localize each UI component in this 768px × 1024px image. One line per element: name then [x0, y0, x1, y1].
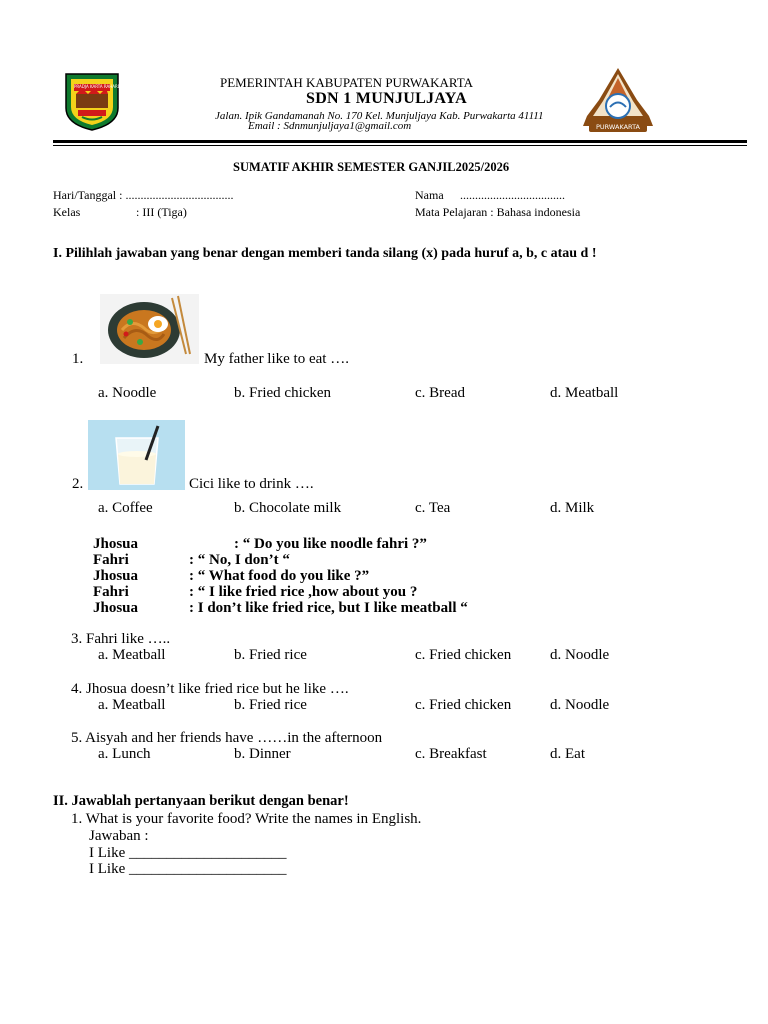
dialog-speaker: Jhosua [93, 568, 139, 584]
answer-label: Jawaban : [89, 828, 149, 844]
q2-text: Cici like to drink …. [189, 476, 314, 492]
dialog-line: : “ What food do you like ?” [189, 568, 370, 584]
header-rule-thick [53, 140, 747, 143]
q2-option-a: a. Coffee [98, 500, 153, 516]
name-label: Nama [415, 188, 444, 202]
header-rule-thin [53, 145, 747, 146]
q2-option-d: d. Milk [550, 500, 595, 516]
answer-line[interactable]: I Like _____________________ [89, 861, 287, 877]
regency-logo [62, 70, 125, 132]
q4-option-d: d. Noodle [550, 697, 610, 713]
dialog-speaker: Jhosua [93, 536, 139, 552]
q2-option-c: c. Tea [415, 500, 451, 516]
q1-number: 1. [72, 351, 84, 367]
school-logo-text: PURWAKARTA [596, 123, 640, 131]
q3-option-a: a. Meatball [98, 647, 166, 663]
dialog-line: : “ No, I don’t “ [189, 552, 290, 568]
class-label: Kelas [53, 205, 81, 219]
q1-option-d: d. Meatball [550, 385, 619, 401]
school-address: Jalan. Ipik Gandamanah No. 170 Kel. Munjuljaya Kab. Purwakarta 41111 [215, 110, 544, 122]
q1-option-c: c. Bread [415, 385, 465, 401]
q5-option-c: c. Breakfast [415, 746, 487, 762]
dialog-line: : I don’t like fried rice, but I like meatball “ [189, 600, 468, 616]
q2-number: 2. [72, 476, 84, 492]
dialog-line: : “ I like fried rice ,how about you ? [189, 584, 418, 600]
q3-text: 3. Fahri like ….. [71, 631, 171, 647]
q4-option-a: a. Meatball [98, 697, 166, 713]
dialog-line: : “ Do you like noodle fahri ?” [234, 536, 427, 552]
section1-instruction: I. Pilihlah jawaban yang benar dengan memberi tanda silang (x) pada huruf a, b, c atau d ! [53, 246, 597, 261]
school-email: Email : Sdnmunjuljaya1@gmail.com [248, 120, 412, 132]
school-logo [579, 66, 657, 138]
section2-instruction: II. Jawablah pertanyaan berikut dengan benar! [53, 793, 349, 809]
q5-option-d: d. Eat [550, 746, 585, 762]
q3-option-c: c. Fried chicken [415, 647, 512, 663]
q1-option-b: b. Fried chicken [234, 385, 332, 401]
q1-text: My father like to eat …. [204, 351, 349, 367]
answer-line[interactable]: I Like _____________________ [89, 845, 287, 861]
class-value: : III (Tiga) [136, 205, 187, 219]
dialog-speaker: Jhosua [93, 600, 139, 616]
school-name: SDN 1 MUNJULJAYA [306, 90, 467, 107]
regency-logo-text: PRADJA KARTA RAHARDJA [74, 84, 125, 89]
q1-option-a: a. Noodle [98, 385, 157, 401]
q3-option-d: d. Noodle [550, 647, 610, 663]
dialog-speaker: Fahri [93, 552, 129, 568]
q5-text: 5. Aisyah and her friends have ……in the afternoon [71, 730, 383, 746]
date-field: Hari/Tanggal : .................................... [53, 188, 234, 202]
q4-option-b: b. Fried rice [234, 697, 307, 713]
exam-title: SUMATIF AKHIR SEMESTER GANJIL2025/2026 [233, 160, 510, 174]
q3-option-b: b. Fried rice [234, 647, 307, 663]
q4-text: 4. Jhosua doesn’t like fried rice but he like …. [71, 681, 349, 697]
q2-option-b: b. Chocolate milk [234, 500, 342, 516]
q5-option-b: b. Dinner [234, 746, 291, 762]
q4-option-c: c. Fried chicken [415, 697, 512, 713]
q5-option-a: a. Lunch [98, 746, 151, 762]
noodle-image [100, 294, 199, 364]
dialog-speaker: Fahri [93, 584, 129, 600]
milk-glass-image [88, 420, 185, 490]
section2-q1: 1. What is your favorite food? Write the names in English. [71, 811, 422, 827]
name-field: ................................... [460, 188, 565, 202]
subject-field: Mata Pelajaran : Bahasa indonesia [415, 205, 581, 219]
government-name: PEMERINTAH KABUPATEN PURWAKARTA [220, 75, 474, 90]
